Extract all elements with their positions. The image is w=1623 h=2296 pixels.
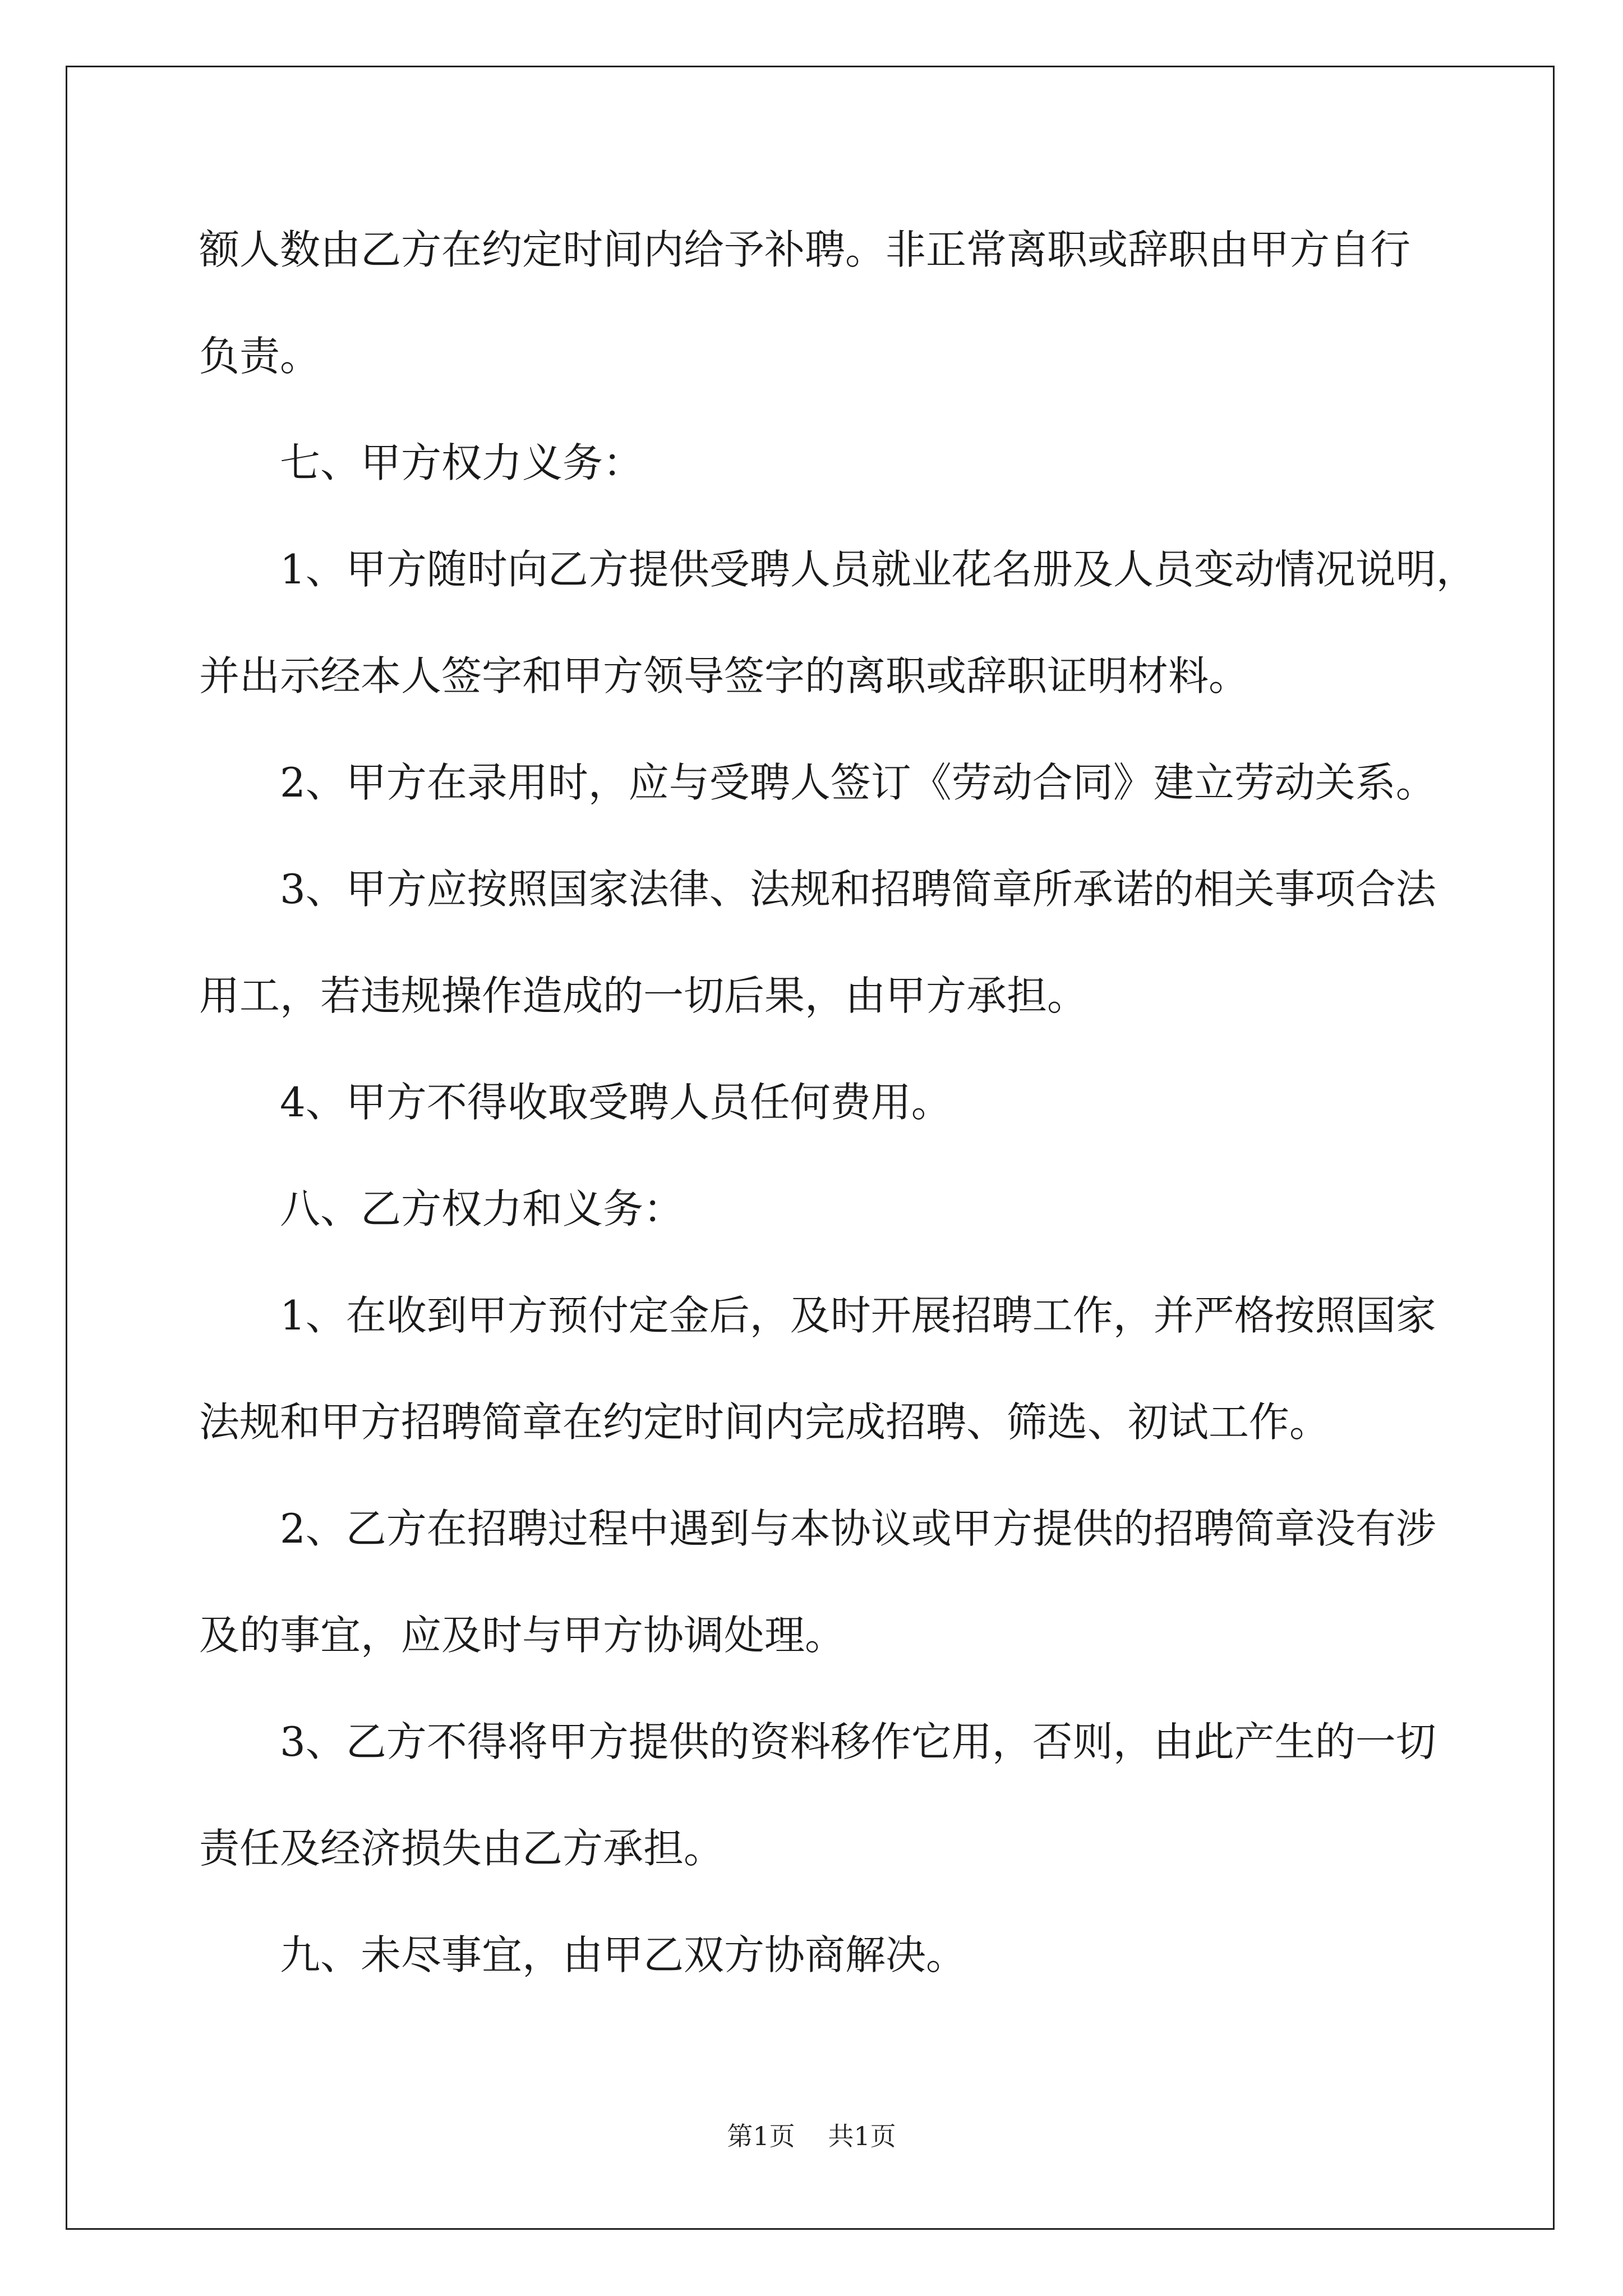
- page-footer: [0, 2116, 1623, 2153]
- text-line: 法规和甲方招聘简章在约定时间内完成招聘、筛选、初试工作。: [199, 1398, 1330, 1446]
- text-line: 并出示经本人签字和甲方领导签字的离职或辞职证明材料。: [199, 652, 1249, 700]
- text-line: 2、甲方在录用时，应与受聘人签订《劳动合同》建立劳动关系。: [280, 759, 1436, 806]
- text-line: 用工，若违规操作造成的一切后果，由甲方承担。: [199, 972, 1088, 1019]
- text-line: 4、甲方不得收取受聘人员任何费用。: [280, 1079, 952, 1126]
- page-total: 共1页: [828, 2121, 896, 2151]
- text-line: 及的事宜，应及时与甲方协调处理。: [199, 1612, 846, 1659]
- text-line: 3、甲方应按照国家法律、法规和招聘简章所承诺的相关事项合法: [280, 866, 1436, 913]
- text-line: 3、乙方不得将甲方提供的资料移作它用，否则，由此产生的一切: [280, 1718, 1436, 1765]
- document-body: [199, 210, 1477, 2022]
- text-line: 责任及经济损失由乙方承担。: [199, 1825, 725, 1872]
- page-number: 第1页: [727, 2121, 795, 2151]
- text-line: 1、甲方随时向乙方提供受聘人员就业花名册及人员变动情况说明，: [280, 546, 1477, 593]
- text-line: 1、在收到甲方预付定金后，及时开展招聘工作，并严格按照国家: [280, 1292, 1436, 1339]
- section-heading: 九、未尽事宜，由甲乙双方协商解决。: [280, 1931, 967, 1978]
- text-line: 2、乙方在招聘过程中遇到与本协议或甲方提供的招聘简章没有涉: [280, 1505, 1436, 1552]
- section-heading: 七、甲方权力义务：: [280, 439, 644, 486]
- text-line: 额人数由乙方在约定时间内给予补聘。非正常离职或辞职由甲方自行: [199, 226, 1411, 273]
- text-line: 负责。: [199, 333, 321, 380]
- section-heading: 八、乙方权力和义务：: [280, 1185, 684, 1232]
